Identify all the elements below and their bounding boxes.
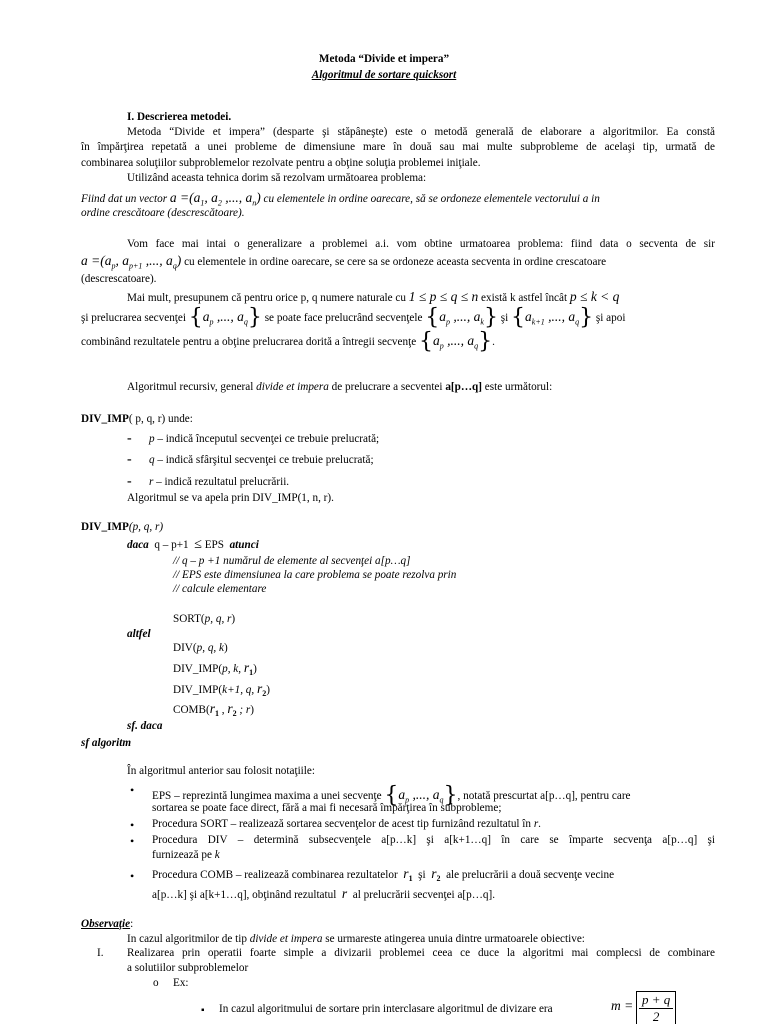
notation-item-cont: furnizează pe k [152, 849, 220, 861]
sequence-line: $a =(a_p$, $a_{p+1}$ ,..., $a_q$) cu elementele in ordine oarecare, se cere sa se ordoneze aceasta secventa in ordine crescatoare [81, 253, 607, 271]
observation-title: Observaţie: [81, 918, 134, 930]
condition-formula: 1 ≤ p ≤ q ≤ n [408, 289, 479, 304]
code-if: daca q – p+1 ≤ EPS atunci [127, 537, 259, 552]
param-item-text: r – indică rezultatul prelucrării. [149, 476, 290, 488]
notation-item-cont: sortarea se poate face direct, fără a mai fi necesară împărţirea în subprobleme; [152, 802, 502, 814]
param-item: - [127, 431, 132, 446]
algorithm-intro: Algoritmul recursiv, general divide et impera de prelucrare a secventei a[p…q] este următorul: [127, 381, 553, 393]
document-subtitle: Algoritmul de sortare quicksort [311, 69, 457, 81]
condition-formula: p ≤ k < q [569, 289, 620, 304]
paragraph-line: Mai mult, presupunem că pentru orice p, q numere naturale cu 1 ≤ p ≤ q ≤ n există k astfel încât p ≤ k < q [127, 289, 620, 304]
sequence-formula: $a =(a_p$, $a_{p+1}$ ,..., $a_q$) [81, 253, 182, 271]
paragraph-line: (descrescatoare). [81, 273, 157, 285]
notation-item: Procedura DIV – determină subsecvenţele a[p…k] şi a[k+1…q] în care se împarte secvenţa a[p…q] şi [152, 834, 715, 846]
paragraph-line: Vom face mai intai o generalizare a problemei a.i. vom obtine urmatoarea problema: fiind data o secventa de sir [127, 238, 715, 250]
example-label: Ex: [173, 977, 189, 989]
divimp-signature: DIV_IMP( p, q, r) unde: [81, 413, 193, 425]
code-end: sf algoritm [81, 737, 132, 749]
code-sort: SORT(p, q, r) [173, 613, 236, 625]
problem-statement: Fiind dat un vector $a =(a_1$, $a_2$ ,..., $a_n$) cu elementele in ordine oarecare, să se ordoneze elementele vectorului a in [81, 190, 600, 208]
code-div: DIV(p, q, k) [173, 642, 228, 654]
paragraph-line: în împărţirea repetată a unei probleme de dimensiune mare în două sau mai multe subprobleme de acelaşi tip, urmată de [81, 141, 715, 153]
code-divimp-left: DIV_IMP(p, k, $r_1$) [173, 660, 257, 678]
notation-item-cont: a[p…k] şi a[k+1…q], obţinând rezultatul r al prelucrării secvenţei a[p…q]. [152, 886, 496, 901]
code-header: DIV_IMP(p, q, r) [81, 521, 164, 533]
notation-item: Procedura SORT – realizează sortarea secvenţelor de acest tip furnizând rezultatul în r. [152, 818, 541, 830]
vector-formula: $a =(a_1$, $a_2$ ,..., $a_n$) [169, 190, 261, 208]
code-comb: $COMB(r_1$ , $r_2$ ; r) [173, 701, 255, 719]
notation-item: Procedura COMB – realizează combinarea rezultatelor $r_1$ şi $r_2$ ale prelucrării a două secvenţe vecine [152, 866, 615, 884]
param-item-text: p – indică începutul secvenţei ce trebuie prelucrată; [149, 433, 380, 445]
call-line: Algoritmul se va apela prin DIV_IMP(1, n, r). [127, 492, 334, 504]
bullet: • [130, 783, 135, 797]
code-comment: // q – p +1 numărul de elemente al secvenţei a[p…q] [173, 555, 411, 567]
example-line: In cazul algoritmului de sortare prin interclasare algoritmul de divizare era [219, 1003, 553, 1015]
square-bullet: ▪ [201, 1005, 205, 1016]
notations-intro: În algoritmul anterior sau folosit notaţiile: [127, 765, 315, 777]
bullet: • [130, 834, 135, 848]
code-else: altfel [127, 628, 151, 640]
param-item: - [127, 452, 132, 467]
code-comment: // calcule elementare [173, 583, 267, 595]
paragraph-line: combinarea soluţiilor subproblemelor rezolvate pentru a obţine soluţia problemei iniţiale. [81, 157, 481, 169]
paragraph-line: Utilizând aceasta tehnica dorim să rezolvam următoarea problema: [127, 172, 427, 184]
paragraph-line: Metoda “Divide et impera” (desparte şi stăpâneşte) este o metodă generală de elaborare a algoritmilor. Ea constă [127, 126, 715, 138]
observation-line: Realizarea prin operatii foarte simple a divizarii problemei ceea ce duce la algoritmi mai complecsi de combinare [127, 947, 715, 959]
code-endif: sf. daca [127, 720, 163, 732]
param-item: - [127, 474, 132, 489]
midpoint-formula: m = $\frac{p + q}{2}$ [611, 991, 676, 1024]
document-title: Metoda “Divide et impera” [318, 53, 450, 65]
observation-line: a solutiilor subproblemelor [127, 962, 249, 974]
bullet: • [130, 818, 135, 832]
paragraph-line: combinând rezultatele pentru a obţine prelucrarea dorită a întregii secvenţe {$a_p$ ,..., $a_q$}. [81, 329, 495, 354]
paragraph-line: şi prelucrarea secvenţei {$a_p$ ,..., $a_q$} se poate face prelucrând secvenţele {$a_p$ ,..., $a_k$} şi {$a_{k+1}$ ,..., $a_q$} şi apoi [81, 305, 626, 330]
bullet: • [130, 869, 135, 883]
paragraph-line: ordine crescătoare (descrescătoare). [81, 207, 245, 219]
code-divimp-right: DIV_IMP(k+1, q, $r_2$) [173, 681, 270, 699]
sub-bullet: o [153, 977, 159, 989]
notation-item: EPS – reprezintă lungimea maxima a unei secvenţe {$a_p$ ,..., $a_q$}, notată prescurtat a[p…q], pentru care [152, 783, 631, 808]
section-heading: I. Descrierea metodei. [127, 111, 232, 123]
observation-line: In cazul algoritmilor de tip divide et impera se urmareste atingerea unuia dintre urmatoarele obiective: [127, 933, 585, 945]
code-comment: // EPS este dimensiunea la care problema se poate rezolva prin [173, 569, 457, 581]
roman-numeral: I. [97, 947, 104, 959]
param-item-text: q – indică sfârşitul secvenţei ce trebuie prelucrată; [149, 454, 374, 466]
